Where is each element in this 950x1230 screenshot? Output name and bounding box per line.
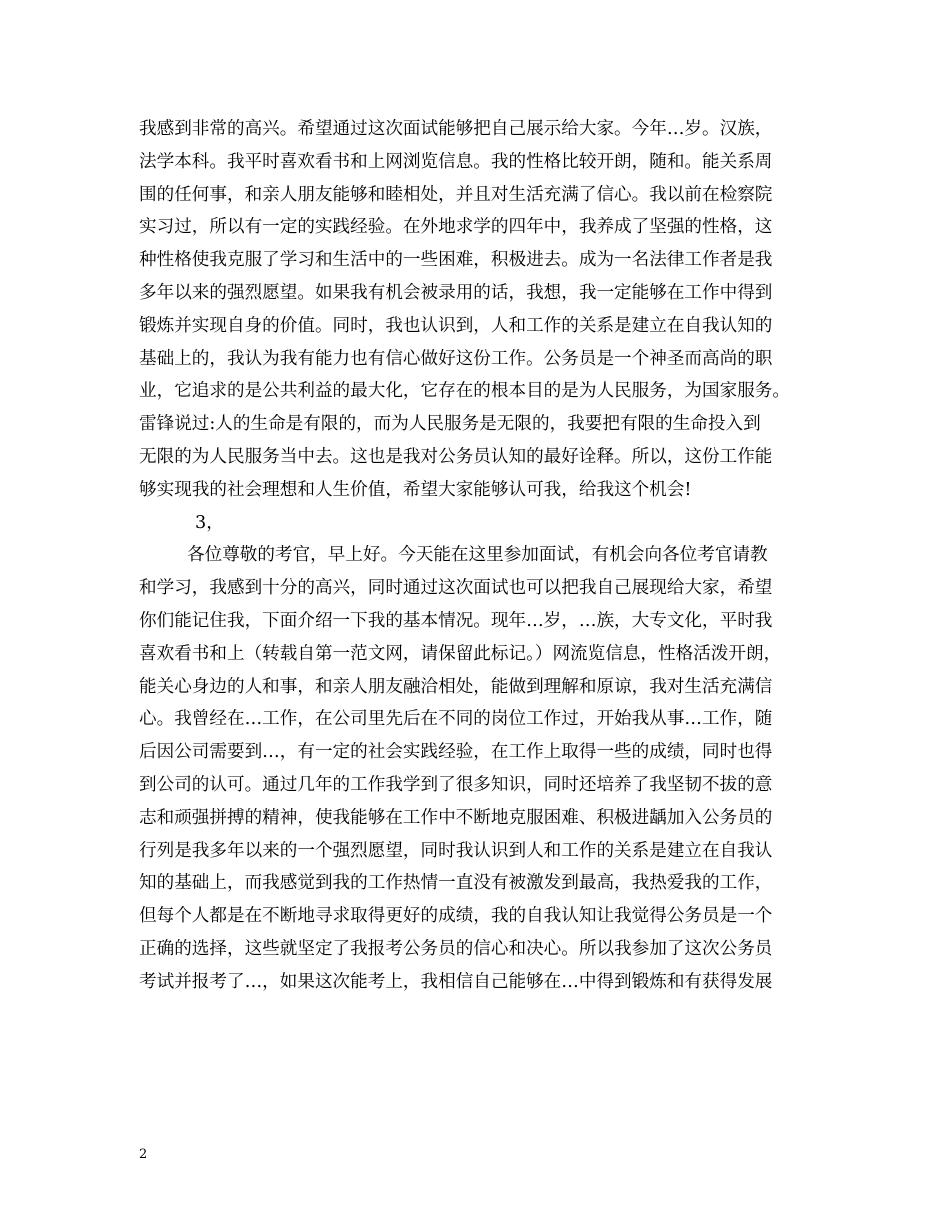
text-line: 喜欢看书和上（转载自第一范文网，请保留此标记。）网流览信息，性格活泼开朗， bbox=[139, 643, 782, 664]
text-line: 雷锋说过:人的生命是有限的，而为人民服务是无限的，我要把有限的生命投入到 bbox=[139, 414, 761, 435]
text-line: 法学本科。我平时喜欢看书和上网浏览信息。我的性格比较开朗，随和。能关系周 bbox=[139, 151, 773, 172]
text-line: 但每个人都是在不断地寻求取得更好的成绩，我的自我认知让我觉得公务员是一个 bbox=[139, 906, 773, 927]
text-line: 到公司的认可。通过几年的工作我学到了很多知识，同时还培养了我坚韧不拔的意 bbox=[139, 774, 773, 795]
text-line: 知的基础上，而我感觉到我的工作热情一直没有被激发到最高，我热爱我的工作， bbox=[139, 873, 773, 894]
text-line: 种性格使我克服了学习和生活中的一些困难，积极进去。成为一名法律工作者是我 bbox=[139, 250, 773, 271]
text-line: 够实现我的社会理想和人生价值，希望大家能够认可我，给我这个机会! bbox=[139, 479, 692, 500]
text-line: 后因公司需要到…，有一定的社会实践经验，在工作上取得一些的成绩，同时也得 bbox=[139, 742, 773, 763]
section-number: 3， bbox=[195, 512, 224, 533]
text-line: 业，它追求的是公共利益的最大化，它存在的根本目的是为人民服务，为国家服务。 bbox=[139, 381, 790, 402]
text-line: 无限的为人民服务当中去。这也是我对公务员认知的最好诠释。所以，这份工作能 bbox=[139, 446, 773, 467]
text-line: 你们能记住我，下面介绍一下我的基本情况。现年…岁，…族，大专文化，平时我 bbox=[139, 610, 773, 631]
text-line: 锻炼并实现自身的价值。同时，我也认识到，人和工作的关系是建立在自我认知的 bbox=[139, 315, 773, 336]
text-line: 基础上的，我认为我有能力也有信心做好这份工作。公务员是一个神圣而高尚的职 bbox=[139, 348, 773, 369]
text-line: 正确的选择，这些就坚定了我报考公务员的信心和决心。所以我参加了这次公务员 bbox=[139, 938, 773, 959]
text-line: 围的任何事，和亲人朋友能够和睦相处，并且对生活充满了信心。我以前在检察院 bbox=[139, 184, 773, 205]
page-number: 2 bbox=[139, 1147, 148, 1162]
text-line: 我感到非常的高兴。希望通过这次面试能够把自己展示给大家。今年…岁。汉族， bbox=[139, 119, 773, 139]
text-line: 能关心身边的人和事，和亲人朋友融洽相处，能做到理解和原谅，我对生活充满信 bbox=[139, 676, 773, 697]
text-line: 和学习，我感到十分的高兴，同时通过这次面试也可以把我自己展现给大家，希望 bbox=[139, 578, 773, 599]
text-line: 多年以来的强烈愿望。如果我有机会被录用的话，我想，我一定能够在工作中得到 bbox=[139, 282, 773, 303]
text-line: 考试并报考了…，如果这次能考上，我相信自己能够在…中得到锻炼和有获得发展 bbox=[139, 971, 773, 992]
text-line: 实习过，所以有一定的实践经验。在外地求学的四年中，我养成了坚强的性格，这 bbox=[139, 217, 773, 238]
text-line: 志和顽强拼搏的精神，使我能够在工作中不断地克服困难、积极进龋加入公务员的 bbox=[139, 807, 773, 828]
text-line: 行列是我多年以来的一个强烈愿望，同时我认识到人和工作的关系是建立在自我认 bbox=[139, 840, 773, 861]
text-line: 各位尊敬的考官，早上好。今天能在这里参加面试，有机会向各位考官请教 bbox=[187, 545, 768, 566]
text-line: 心。我曾经在…工作，在公司里先后在不同的岗位工作过，开始我从事…工作，随 bbox=[139, 709, 773, 730]
body-text bbox=[139, 113, 839, 999]
